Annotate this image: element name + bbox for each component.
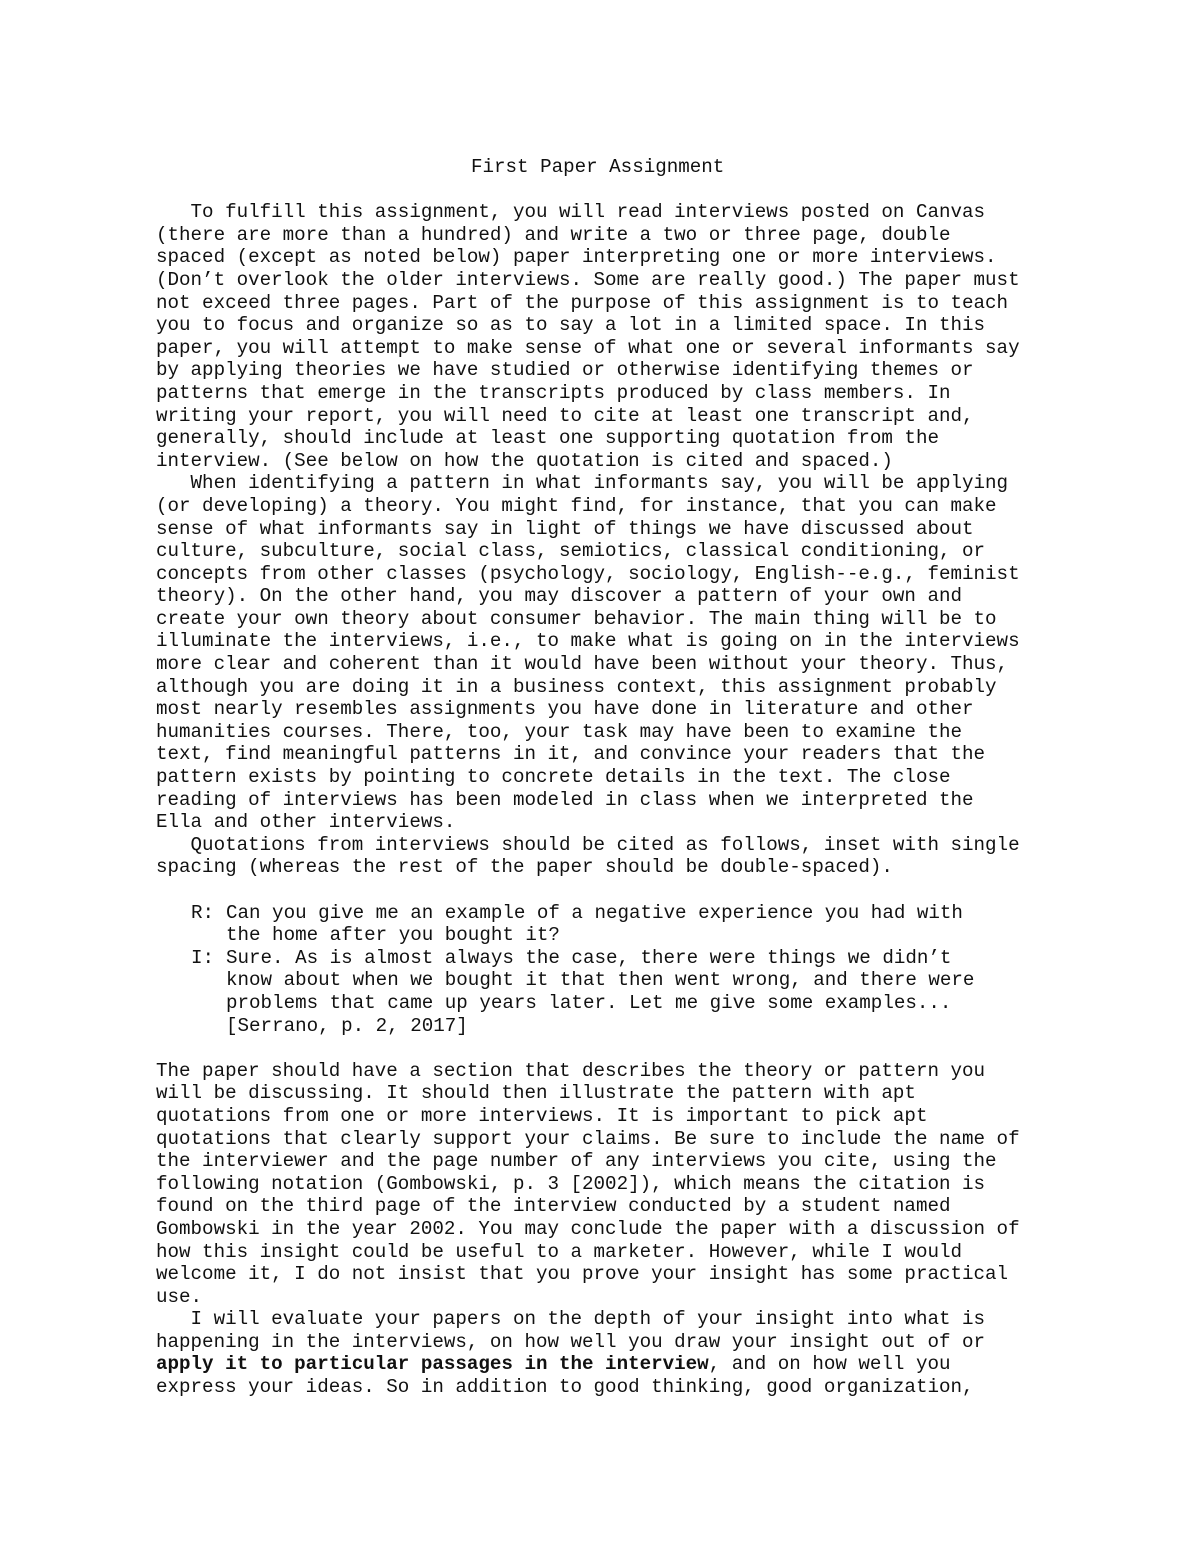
text-line: use. bbox=[156, 1285, 203, 1308]
text-line: spacing (whereas the rest of the paper should be double-spaced). bbox=[156, 856, 893, 879]
text-line: To fulfill this assignment, you will read interviews posted on Canvas bbox=[156, 201, 986, 224]
text-line: concepts from other classes (psychology, sociology, English--e.g., feminist bbox=[156, 562, 1020, 585]
blank-line bbox=[156, 179, 1056, 202]
text-line: quotations from one or more interviews. It is important to pick apt bbox=[156, 1104, 928, 1127]
blank-line bbox=[156, 1037, 1056, 1060]
quote-line: know about when we bought it that then went wrong, and there were bbox=[226, 969, 975, 992]
text-line: quotations that clearly support your claims. Be sure to include the name of bbox=[156, 1127, 1020, 1150]
text-line: more clear and coherent than it would have been without your theory. Thus, bbox=[156, 653, 1009, 676]
text-line: interview. (See below on how the quotation is cited and spaced.) bbox=[156, 449, 893, 472]
blank-line bbox=[156, 879, 1056, 902]
text-line: welcome it, I do not insist that you prove your insight has some practical bbox=[156, 1263, 1009, 1286]
text-line: sense of what informants say in light of things we have discussed about bbox=[156, 517, 974, 540]
paragraph-5 bbox=[156, 1308, 1056, 1398]
text-line: I will evaluate your papers on the depth of your insight into what is bbox=[156, 1308, 986, 1331]
quote-text: Sure. As is almost always the case, there were things we didn’t bbox=[226, 946, 952, 969]
text-line: humanities courses. There, too, your task may have been to examine the bbox=[156, 720, 963, 743]
text-line: paper, you will attempt to make sense of what one or several informants say bbox=[156, 336, 1020, 359]
text-line: spaced (except as noted below) paper interpreting one or more interviews. bbox=[156, 246, 997, 269]
paragraph-2 bbox=[156, 472, 1056, 834]
text-line: Quotations from interviews should be cited as follows, inset with single bbox=[156, 833, 1020, 856]
text-line: illuminate the interviews, i.e., to make what is going on in the interviews bbox=[156, 630, 1020, 653]
text-line: Ella and other interviews. bbox=[156, 811, 456, 834]
text-line: (there are more than a hundred) and write a two or three page, double bbox=[156, 223, 951, 246]
quote-line: the home after you bought it? bbox=[226, 924, 560, 947]
text-line: not exceed three pages. Part of the purpose of this assignment is to teach bbox=[156, 291, 1009, 314]
paragraph-1 bbox=[156, 201, 1056, 472]
bold-emphasis: apply it to particular passages in the interview bbox=[156, 1353, 709, 1376]
speaker-label-i: I: bbox=[191, 946, 215, 969]
text-line: happening in the interviews, on how well you draw your insight out of or bbox=[156, 1330, 986, 1353]
text-line bbox=[156, 1353, 1056, 1376]
text-line: (or developing) a theory. You might find, for instance, that you can make bbox=[156, 494, 997, 517]
speaker-label-r: R: bbox=[191, 901, 215, 924]
text-line: create your own theory about consumer behavior. The main thing will be to bbox=[156, 607, 997, 630]
text-line: most nearly resembles assignments you have done in literature and other bbox=[156, 698, 974, 721]
paragraph-3 bbox=[156, 834, 1056, 879]
paragraph-4 bbox=[156, 1060, 1056, 1309]
text-line: Gombowski in the year 2002. You may conclude the paper with a discussion of bbox=[156, 1217, 1020, 1240]
document-body bbox=[156, 156, 1056, 1399]
text-segment: , and on how well you bbox=[708, 1353, 951, 1376]
text-line: reading of interviews has been modeled in class when we interpreted the bbox=[156, 788, 974, 811]
text-line: writing your report, you will need to cite at least one transcript and, bbox=[156, 404, 974, 427]
text-line: you to focus and organize so as to say a lot in a limited space. In this bbox=[156, 314, 986, 337]
text-line: The paper should have a section that describes the theory or pattern you bbox=[156, 1059, 986, 1082]
text-line: When identifying a pattern in what informants say, you will be applying bbox=[156, 472, 1009, 495]
text-line: although you are doing it in a business context, this assignment probably bbox=[156, 675, 997, 698]
text-line: culture, subculture, social class, semiotics, classical conditioning, or bbox=[156, 540, 986, 563]
quote-text: Can you give me an example of a negative experience you had with bbox=[226, 901, 963, 924]
text-line: by applying theories we have studied or otherwise identifying themes or bbox=[156, 359, 974, 382]
quote-line: problems that came up years later. Let me give some examples... bbox=[226, 991, 952, 1014]
page-title: First Paper Assignment bbox=[471, 156, 725, 178]
quote-line bbox=[156, 902, 1056, 925]
text-line: pattern exists by pointing to concrete details in the text. The close bbox=[156, 766, 951, 789]
quote-line bbox=[156, 947, 1056, 970]
text-line: express your ideas. So in addition to good thinking, good organization, bbox=[156, 1376, 974, 1399]
quote-citation: [Serrano, p. 2, 2017] bbox=[226, 1014, 468, 1037]
text-line: will be discussing. It should then illustrate the pattern with apt bbox=[156, 1082, 916, 1105]
text-line: the interviewer and the page number of any interviews you cite, using the bbox=[156, 1150, 997, 1173]
text-line: how this insight could be useful to a marketer. However, while I would bbox=[156, 1240, 963, 1263]
text-line: patterns that emerge in the transcripts produced by class members. In bbox=[156, 381, 951, 404]
text-line: following notation (Gombowski, p. 3 [2002]), which means the citation is bbox=[156, 1172, 986, 1195]
text-line: generally, should include at least one supporting quotation from the bbox=[156, 427, 939, 450]
text-line: theory). On the other hand, you may discover a pattern of your own and bbox=[156, 585, 963, 608]
text-line: (Don’t overlook the older interviews. Some are really good.) The paper must bbox=[156, 268, 1020, 291]
text-line: found on the third page of the interview conducted by a student named bbox=[156, 1195, 951, 1218]
text-line: text, find meaningful patterns in it, and convince your readers that the bbox=[156, 743, 986, 766]
interview-quotation bbox=[156, 902, 1056, 1038]
